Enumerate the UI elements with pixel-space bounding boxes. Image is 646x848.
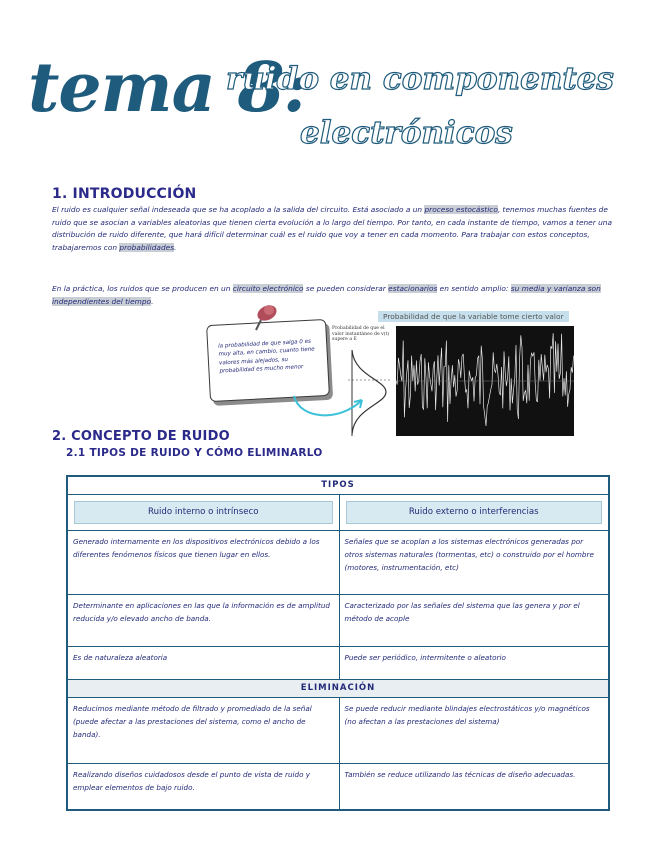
figure-side-label: Probabilidad de que el valor instantáneo de v(t) supere a E	[332, 326, 390, 343]
pin-icon	[248, 300, 282, 334]
highlight-proceso-estocastico: proceso estocástico	[424, 205, 498, 214]
table-cell: Determinante en aplicaciones en las que la información es de amplitud reducida y/o elevado ancho de banda.	[67, 595, 339, 647]
concept-subheading: 2.1 TIPOS DE RUIDO Y CÓMO ELIMINARLO	[66, 447, 323, 459]
table-cell: Reducimos mediante método de filtrado y promediado de la señal (puede afectar a las prestaciones del sistema, como el ancho de banda).	[67, 698, 339, 764]
intro-paragraph-1: El ruido es cualquier señal indeseada que se ha acoplado a la salida del circuito. Está asociado a un proceso estocástico, tenemos muchas fuentes de ruido que se asocian a variables aleatorias que tienen cierta evolución a lo largo del tiempo. Por tanto, en cada instante de tiempo, vamos a tener una distribución de ruido diferente, que hará difícil determinar cuál es el ruido que voy a tener en cada momento. Para trabajar con estos conceptos, trabajaremos con probabilidades.	[52, 205, 613, 252]
title-line-1: ruido en componentes	[226, 61, 614, 97]
table-cell: Puede ser periódico, intermitente o aleatorio	[339, 647, 609, 680]
table-cell: Generado internamente en los dispositivos electrónicos debido a los diferentes fenómenos físicos que tienen lugar en ellos.	[67, 531, 339, 595]
col-header-externo: Ruido externo o interferencias	[339, 495, 609, 531]
table-cell: Caracterizado por las señales del sistema que las genera y por el método de acople	[339, 595, 609, 647]
table-cell: Se puede reducir mediante blindajes electrostáticos y/o magnéticos (no afectan a las prestaciones del sistema)	[339, 698, 609, 764]
eliminacion-header: ELIMINACIÓN	[67, 680, 609, 698]
tipos-header: TIPOS	[67, 476, 609, 495]
title-line-2: electrónicos	[300, 115, 513, 151]
note-text: la probabilidad de que salga 0 es muy alta, en cambio, cuanto tiene valores más alejados, su probabilidad es mucho menor	[218, 338, 315, 375]
figure-caption: Probabilidad de que la variable tome cierto valor	[378, 311, 569, 322]
table-cell: También se reduce utilizando las técnicas de diseño adecuadas.	[339, 764, 609, 810]
col-header-interno: Ruido interno o intrínseco	[67, 495, 339, 531]
table-cell: Es de naturaleza aleatoria	[67, 647, 339, 680]
noise-signal-plot	[396, 326, 574, 436]
highlight-media-varianza: su media y varianza son independientes del tiempo	[52, 284, 601, 306]
noise-types-table	[66, 475, 610, 811]
intro-paragraph-2: En la práctica, los ruidos que se producen en un circuito electrónico se pueden considerar estacionarios en sentido amplio: su media y varianza son independientes del tiempo.	[52, 284, 601, 306]
highlight-probabilidades: probabilidades	[119, 242, 175, 252]
concept-heading: 2. CONCEPTO DE RUIDO	[52, 429, 230, 444]
table-cell: Señales que se acoplan a los sistemas electrónicos generadas por otros sistemas naturales (tormentas, etc) o construido por el hombre (motores, instrumentación, etc)	[339, 531, 609, 595]
highlight-circuito: circuito electrónico	[232, 284, 304, 293]
table-cell: Realizando diseños cuidadosos desde el punto de vista de ruido y emplear elementos de bajo ruido.	[67, 764, 339, 810]
arrow-icon	[290, 386, 370, 426]
highlight-estacionarios: estacionarios	[388, 284, 438, 293]
noise-waveform	[396, 326, 574, 436]
topic-title: tema 8:	[28, 48, 308, 128]
intro-heading: 1. INTRODUCCIÓN	[52, 186, 197, 202]
noise-trace	[396, 333, 574, 426]
